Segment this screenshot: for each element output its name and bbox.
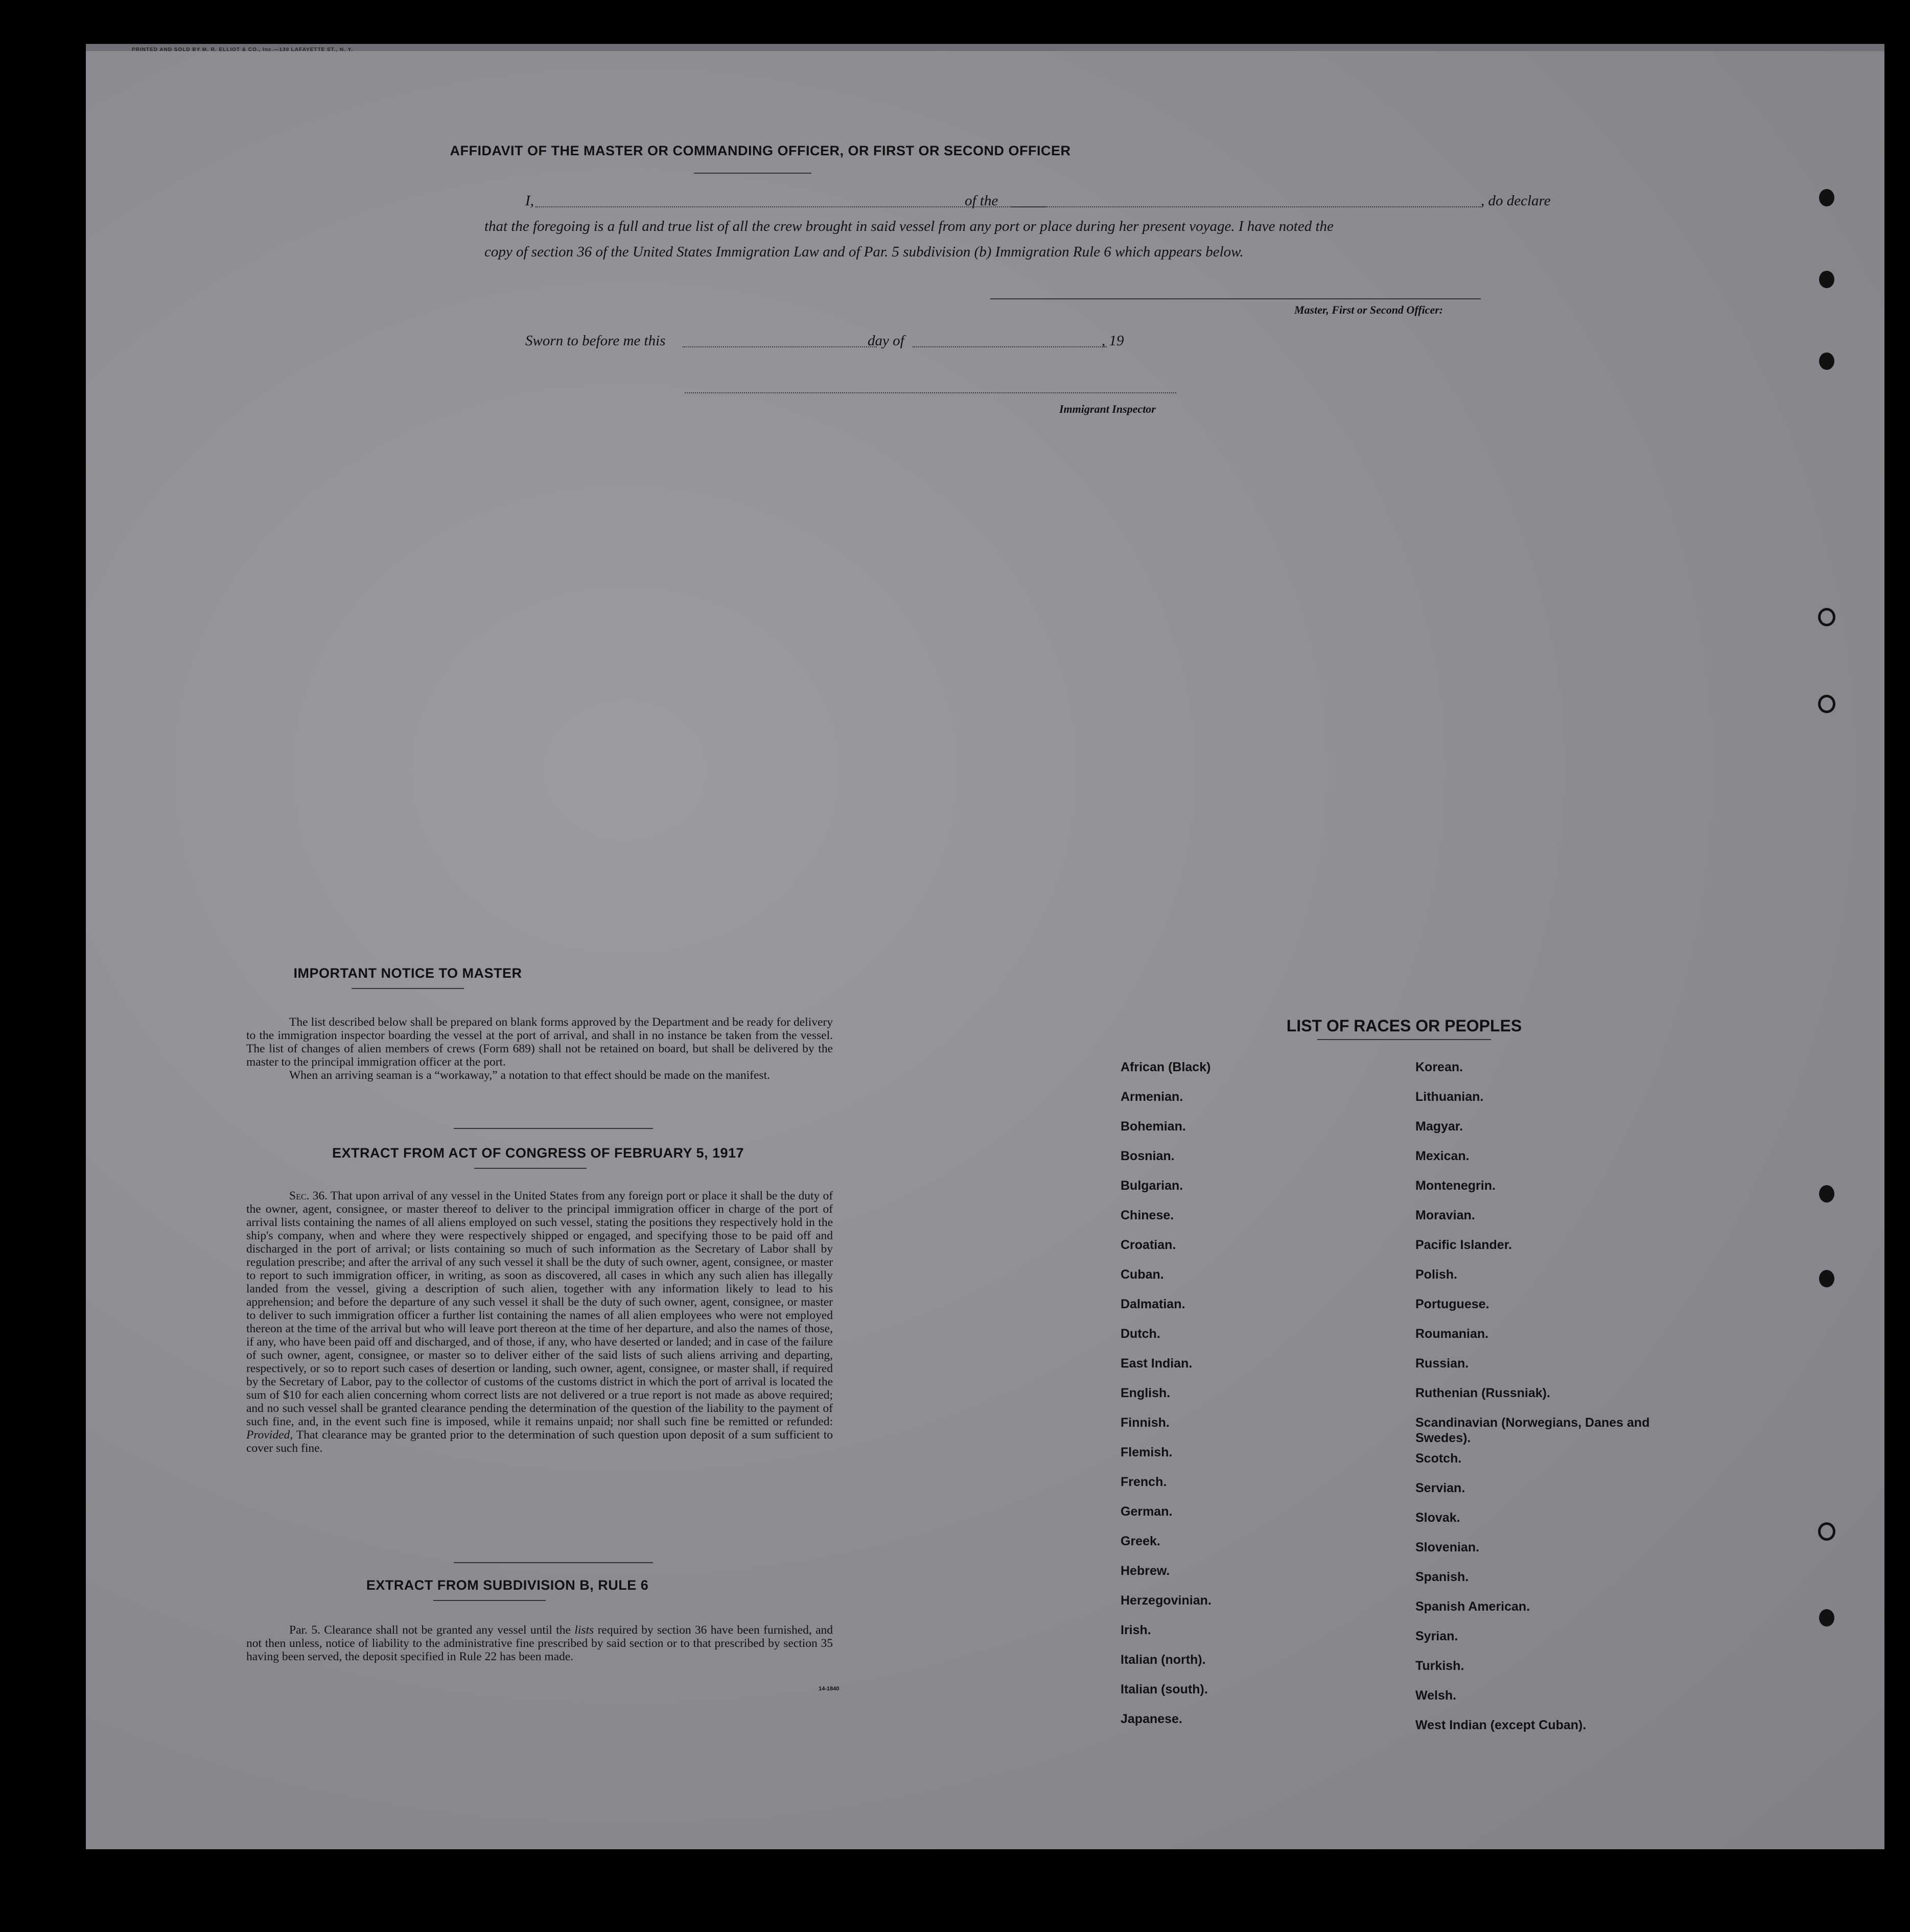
binder-hole [1819,271,1834,288]
title-rule [694,173,811,174]
races-left-column [1121,1059,1366,1741]
binder-hole [1818,608,1835,626]
race-item: Flemish. [1121,1445,1173,1459]
act-sec-label: Sec. 36. [289,1189,328,1203]
race-item: East Indian. [1121,1356,1193,1371]
inspector-label: Immigrant Inspector [1059,403,1156,415]
race-item: Ruthenian (Russniak). [1415,1386,1550,1400]
race-item: Japanese. [1121,1712,1182,1726]
printer-imprint: PRINTED AND SOLD BY M. R. ELLIOT & CO., Inc.—130 LAFAYETTE ST., N. Y. [132,47,353,53]
sworn-day-field[interactable] [683,346,877,347]
master-label: Master, First or Second Officer: [1294,303,1443,316]
race-item: Scotch. [1415,1451,1462,1466]
binder-hole [1819,1609,1834,1627]
binder-hole [1819,189,1834,206]
race-item: Finnish. [1121,1416,1170,1430]
act-title-rule [474,1168,587,1169]
affidavit-line2: that the foregoing is a full and true list of all the crew brought in said vessel from any port or place during her present voyage. I have noted the [484,218,1334,234]
binder-hole [1819,1270,1834,1287]
race-item: Chinese. [1121,1208,1174,1222]
notice-body [246,1016,833,1082]
act-title: EXTRACT FROM ACT OF CONGRESS OF FEBRUARY 5, 1917 [332,1145,744,1161]
race-item: Bohemian. [1121,1119,1186,1134]
rule-part2: required by section 36 have been furnished, and not then unless, notice of liability to the administrative fine prescribed by said section or to that prescribed by section 35 having been served, the deposit specified in Rule 22 has been made. [246,1623,833,1663]
race-item: Montenegrin. [1415,1179,1496,1193]
race-item: Mexican. [1415,1149,1470,1163]
race-item: Welsh. [1415,1688,1457,1703]
act-body-end: That clearance may be granted prior to the determination of such question upon deposit of a sum sufficient to cover such fine. [246,1428,833,1455]
sworn-day-of: day of [868,333,904,349]
race-item: Magyar. [1415,1119,1463,1134]
race-item: Moravian. [1415,1208,1475,1222]
act-body-text: That upon arrival of any vessel in the United States from any foreign port or place it shall be the duty of the owner, agent, consignee, or master thereof to deliver to the principal immigration officer in charge of the port of arrival lists containing the names of all aliens employed on such vessel, stating the positions they respectively hold in the ship's company, when and where they were respectively shipped or engaged, and specifying those to be paid off and discharged in the port of arrival; or lists containing so much of such information as the Secretary of Labor shall by regulation prescribe; and after the arrival of any such vessel it shall be the duty of such owner, agent, consignee, or master to report to such immigration officer, in writing, as soon as discovered, all cases in which any such alien has illegally landed from the vessel, giving a description of such alien, together with any information likely to lead to his apprehension; and before the departure of any such vessel it shall be the duty of such owner, agent, consignee, or master to deliver to such immigration officer a further list containing the names of all alien employees who were not employed thereon at the time of the arrival but who will leave port thereon at the time of her departure, and also the names of those, if any, who have been paid off and discharged, and of those, if any, who have deserted or landed; and in case of the failure of such owner, agent, consignee, or master so to deliver either of the said lists of such aliens arriving and departing, respectively, or so to report such cases of desertion or landing, such owner, agent, consignee, or master shall, if required by the Secretary of Labor, pay to the collector of customs of the customs district in which the port of arrival is located the sum of $10 for each alien concerning whom correct lists are not delivered or a true report is not made as above required; and no such vessel shall be granted clearance pending the determination of the question of the liability to the payment of such fine, and, in the event such fine is imposed, while it remains unpaid; nor shall such fine be remitted or refunded: [246,1189,833,1428]
race-item: Turkish. [1415,1659,1464,1673]
sworn-year: , 19 [1102,333,1124,349]
rule-lists-word: lists [574,1623,594,1637]
separator-rule-2 [454,1562,653,1563]
race-item: Cuban. [1121,1267,1164,1282]
binder-hole [1819,352,1834,370]
race-item: African (Black) [1121,1060,1211,1074]
race-item: French. [1121,1475,1167,1489]
race-item: West Indian (except Cuban). [1415,1718,1587,1732]
notice-title: IMPORTANT NOTICE TO MASTER [293,965,522,981]
affidavit-title: AFFIDAVIT OF THE MASTER OR COMMANDING OFFICER, OR FIRST OR SECOND OFFICER [450,143,1071,158]
act-provided: Provided, [246,1428,293,1442]
sworn-prefix: Sworn to before me this [525,333,666,349]
notice-para-1: The list described below shall be prepared on blank forms approved by the Department and be ready for delivery to the immigration inspector boarding the vessel at the port of arrival, and shall in no instance be taken from the vessel. The list of changes of alien members of crews (Form 689) shall not be retained on board, but shall be delivered by the master to the principal immigration officer at the port. [246,1016,833,1069]
separator-rule [454,1128,653,1129]
act-body [246,1189,833,1455]
races-title-rule [1317,1039,1491,1040]
race-item: Dalmatian. [1121,1297,1185,1311]
race-item: Slovenian. [1415,1540,1480,1554]
affidavit-of-the: of the [965,193,998,209]
race-item: Scandinavian (Norwegians, Danes and Swedes). [1415,1416,1650,1445]
race-item: Herzegovinian. [1121,1593,1212,1608]
race-item: Armenian. [1121,1090,1183,1104]
races-title: LIST OF RACES OR PEOPLES [1286,1017,1522,1035]
race-item: Portuguese. [1415,1297,1489,1311]
affidavit-line3: copy of section 36 of the United States Immigration Law and of Par. 5 subdivision (b) Immigration Rule 6 which appears below. [484,244,1244,260]
race-item: Italian (south). [1121,1682,1208,1697]
rule-body [246,1623,833,1663]
race-item: Roumanian. [1415,1327,1489,1341]
race-item: Russian. [1415,1356,1469,1371]
rule-title: EXTRACT FROM SUBDIVISION B, RULE 6 [366,1577,649,1593]
binder-hole [1818,1522,1835,1541]
race-item: Spanish American. [1415,1599,1530,1614]
race-item: Pacific Islander. [1415,1238,1512,1252]
manifest-sheet [86,47,1884,1849]
race-item: Slovak. [1415,1511,1460,1525]
race-item: Syrian. [1415,1629,1458,1643]
binder-hole [1819,1185,1834,1203]
race-item: Italian (north). [1121,1653,1206,1667]
race-item: Croatian. [1121,1238,1176,1252]
affidavit-do-declare: , do declare [1481,193,1551,209]
race-item: Lithuanian. [1415,1090,1484,1104]
inspector-signature-line[interactable] [685,392,1176,393]
master-signature-line[interactable] [990,298,1481,299]
notice-title-rule [352,988,464,989]
rule-title-rule [433,1600,546,1601]
race-item: Servian. [1415,1481,1465,1495]
race-item: Hebrew. [1121,1564,1170,1578]
vessel-field[interactable] [1011,206,1481,207]
race-item: Polish. [1415,1267,1457,1282]
sworn-month-field[interactable] [913,346,1107,347]
race-item: English. [1121,1386,1171,1400]
binder-hole [1818,695,1835,713]
race-item: Dutch. [1121,1327,1160,1341]
race-item: Spanish. [1415,1570,1469,1584]
notice-para-2: When an arriving seaman is a “workaway,” a notation to that effect should be made on the manifest. [289,1069,770,1082]
affidavit-i: I, [525,193,534,209]
race-item: Bosnian. [1121,1149,1175,1163]
races-right-column [1415,1059,1661,1747]
race-item: German. [1121,1504,1173,1519]
rule-part1: Par. 5. Clearance shall not be granted any vessel until the [289,1623,571,1637]
race-item: Bulgarian. [1121,1179,1183,1193]
form-number: 14-1840 [819,1686,840,1692]
race-item: Korean. [1415,1060,1463,1074]
race-item: Irish. [1121,1623,1151,1637]
race-item: Greek. [1121,1534,1160,1548]
